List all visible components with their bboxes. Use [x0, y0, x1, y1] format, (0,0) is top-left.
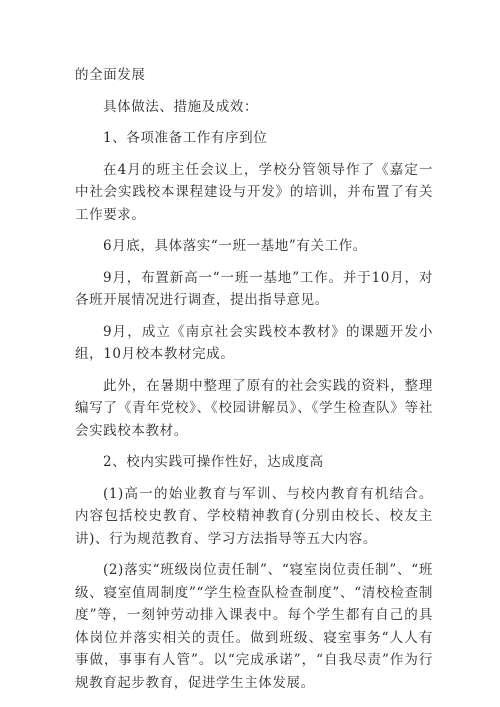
paragraph-continuation: 的全面发展	[75, 67, 146, 83]
paragraph-september-team: 9月，成立《南京社会实践校本教材》的课题开发小组，10月校本教材完成。	[75, 323, 433, 362]
paragraph-june: 6月底，具体落实“一班一基地”有关工作。	[103, 238, 367, 254]
section-heading-2: 2、校内实践可操作性好，达成度高	[103, 454, 324, 470]
document-body	[75, 64, 433, 694]
paragraph-item-1: (1)高一的始业教育与军训、与校内教育有机结合。内容包括校史教育、学校精神教育(分别由校长、校友主讲)、行为规范教育、学习方法指导等五大内容。	[75, 485, 433, 547]
paragraph-item-2: (2)落实“班级岗位责任制”、“寝室岗位责任制”、“班级、寝室值周制度”“学生检查队检查制度”、“清校检查制度”等，一刻钟劳动排入课表中。每个学生都有自己的具体岗位并落实相关的责任。做到班级、寝室事务“人人有事做，事事有人管”。以“完成承诺”，“自我尽责”作为行规教育起步教育，促进学生主体发展。	[75, 562, 433, 691]
paragraph-april-training: 在4月的班主任会议上，学校分管领导作了《嘉定一中社会实践校本课程建设与开发》的培训，并布置了有关工作要求。	[75, 161, 433, 223]
paragraph-summer-materials: 此外，在暑期中整理了原有的社会实践的资料，整理编写了《青年党校》、《校园讲解员》、《学生检查队》等社会实践校本教材。	[75, 377, 433, 439]
paragraph-september-deploy: 9月，布置新高一“一班一基地”工作。并于10月，对各班开展情况进行调查，提出指导意见。	[75, 269, 433, 308]
paragraph-measures-heading: 具体做法、措施及成效：	[103, 98, 259, 115]
section-heading-1: 1、各项准备工作有序到位	[103, 130, 268, 146]
